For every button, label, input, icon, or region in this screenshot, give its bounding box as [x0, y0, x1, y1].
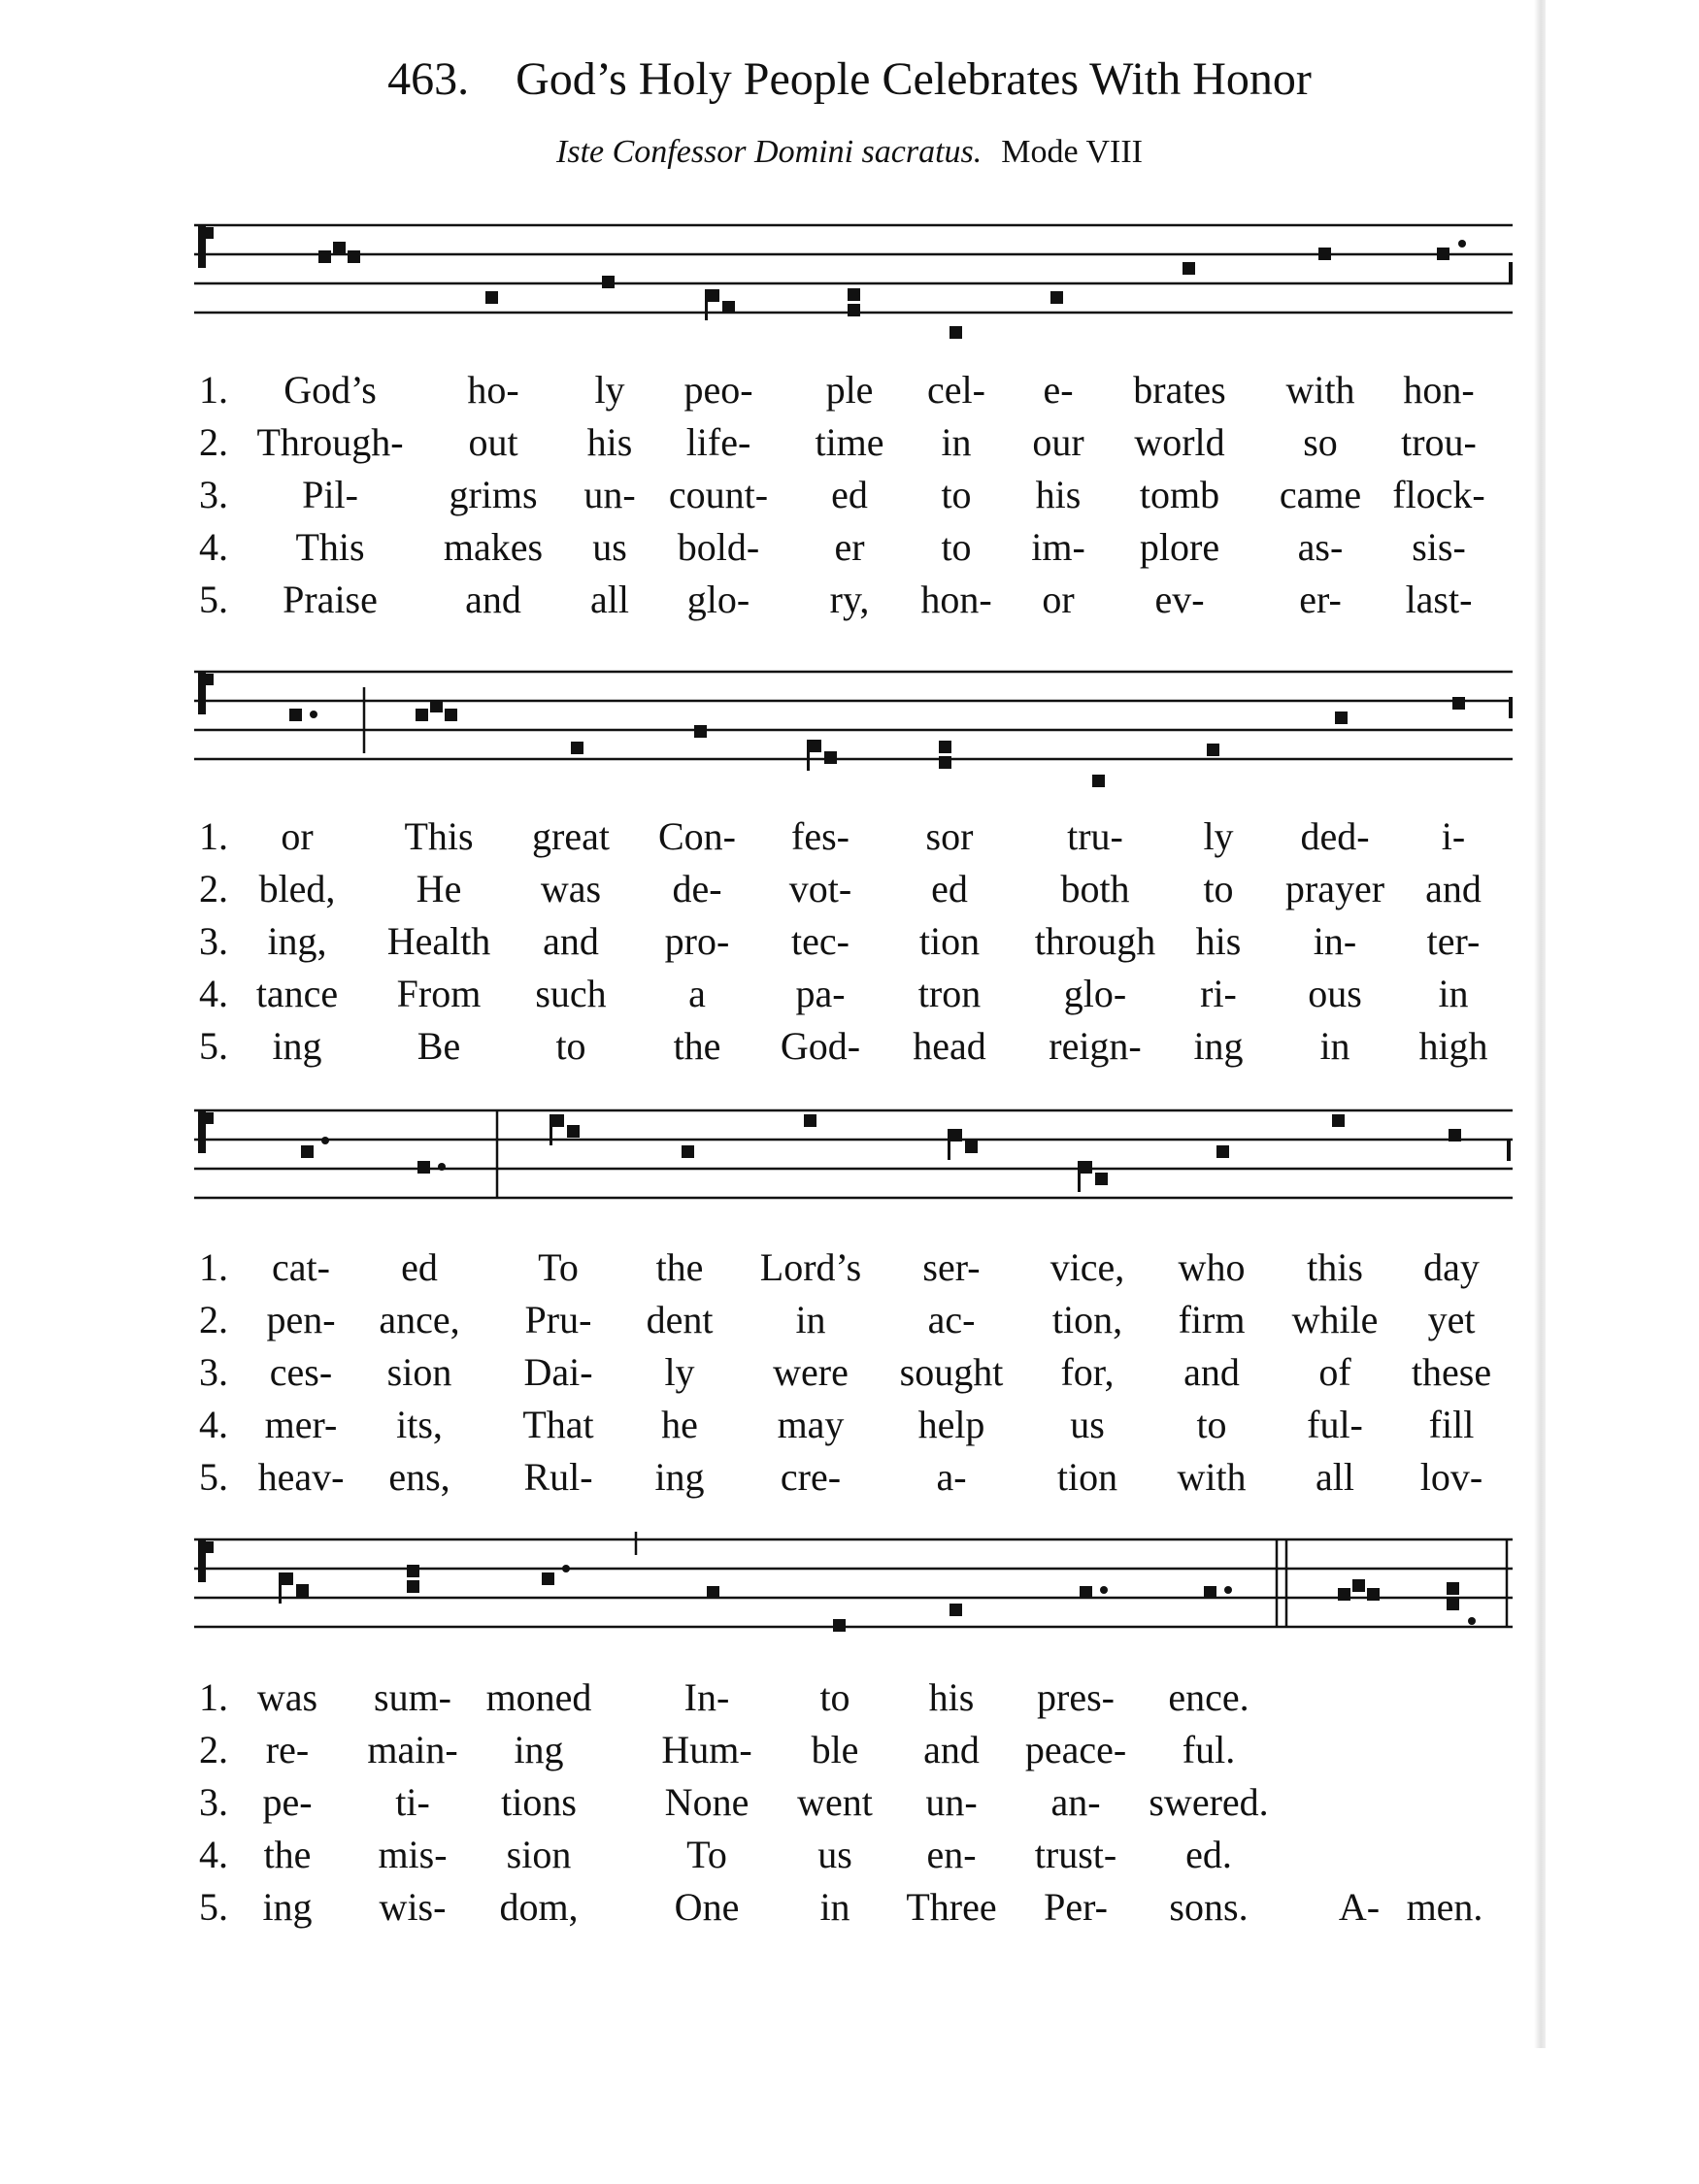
lyric-syllable: Pil- — [302, 473, 358, 516]
latin-source: Iste Confessor Domini sacratus. — [556, 134, 983, 170]
lyric-syllable: time — [815, 420, 884, 464]
chant-staff-2 — [194, 658, 1515, 794]
lyric-syllable: re- — [265, 1728, 310, 1771]
lyric-syllable: head — [913, 1024, 986, 1068]
lyric-syllable: flock- — [1392, 473, 1485, 516]
verse-number: 5. — [199, 1024, 228, 1068]
lyric-syllable: hon- — [920, 578, 992, 621]
verse-line — [0, 1674, 1699, 1727]
lyric-syllable: ple — [825, 368, 874, 412]
verse-number: 5. — [199, 1885, 228, 1929]
lyric-syllable: for, — [1060, 1350, 1115, 1394]
lyric-syllable: brates — [1133, 368, 1226, 412]
lyric-syllable: mer- — [264, 1403, 338, 1446]
lyric-syllable: In- — [683, 1675, 730, 1719]
verse-line — [0, 472, 1699, 524]
verse-number: 3. — [199, 1350, 228, 1394]
lyric-syllable: these — [1411, 1350, 1492, 1394]
lyric-syllable: A- — [1338, 1885, 1381, 1929]
lyric-syllable: en- — [926, 1833, 977, 1876]
verse-number: 3. — [199, 1780, 228, 1824]
lyric-syllable: ev- — [1154, 578, 1205, 621]
lyric-syllable: ble — [811, 1728, 859, 1771]
lyric-syllable: count- — [668, 473, 769, 516]
lyric-syllable: peo- — [683, 368, 753, 412]
hymn-heading — [0, 52, 1699, 106]
lyric-syllable: the — [655, 1245, 704, 1289]
lyric-syllable: may — [777, 1403, 845, 1446]
lyric-syllable: mis- — [378, 1833, 448, 1876]
lyric-syllable: cre- — [780, 1455, 842, 1499]
lyric-syllable: us — [1070, 1403, 1105, 1446]
lyric-syllable: and — [1425, 867, 1482, 910]
lyric-syllable: firm — [1178, 1298, 1246, 1341]
mode-label: Mode VIII — [1001, 134, 1143, 170]
lyric-syllable: dom, — [499, 1885, 579, 1929]
lyric-syllable: his — [1035, 473, 1082, 516]
lyric-syllable: and — [923, 1728, 980, 1771]
lyric-syllable: was — [540, 867, 602, 910]
lyric-syllable: its, — [396, 1403, 443, 1446]
hymn-number: 463. — [387, 53, 470, 105]
lyric-syllable: sor — [925, 814, 974, 858]
lyric-syllable: None — [664, 1780, 750, 1824]
lyric-syllable: were — [773, 1350, 849, 1394]
lyric-syllable: hon- — [1403, 368, 1475, 412]
lyric-syllable: a- — [936, 1455, 967, 1499]
lyric-syllable: heav- — [257, 1455, 345, 1499]
lyric-syllable: a — [688, 972, 706, 1015]
lyric-syllable: This — [295, 525, 365, 569]
lyric-syllable: to — [555, 1024, 586, 1068]
lyric-syllable: fes- — [791, 814, 850, 858]
verse-line — [0, 1402, 1699, 1454]
lyric-syllable: of — [1318, 1350, 1351, 1394]
lyric-syllable: er- — [1299, 578, 1342, 621]
verse-number: 2. — [199, 420, 228, 464]
lyric-syllable: such — [535, 972, 607, 1015]
lyric-syllable: ing — [1193, 1024, 1244, 1068]
lyric-syllable: to — [941, 473, 972, 516]
lyric-syllable: Lord’s — [759, 1245, 862, 1289]
lyric-syllable: de- — [672, 867, 722, 910]
lyric-syllable: out — [468, 420, 518, 464]
lyric-syllable: ed. — [1185, 1833, 1232, 1876]
lyric-syllable: ing — [514, 1728, 564, 1771]
lyric-syllable: ry, — [829, 578, 870, 621]
lyric-syllable: tion — [918, 919, 981, 963]
lyric-syllable: ly — [1203, 814, 1234, 858]
lyric-syllable: ing — [654, 1455, 705, 1499]
lyric-syllable: e- — [1043, 368, 1074, 412]
lyric-syllable: sis- — [1412, 525, 1466, 569]
lyric-syllable: pe- — [262, 1780, 313, 1824]
lyric-syllable: in — [1438, 972, 1469, 1015]
verse-number: 4. — [199, 972, 228, 1015]
verse-number: 2. — [199, 1298, 228, 1341]
lyric-syllable: our — [1032, 420, 1084, 464]
lyric-syllable: life- — [685, 420, 751, 464]
lyric-syllable: im- — [1031, 525, 1085, 569]
lyric-syllable: prayer — [1284, 867, 1385, 910]
verse-number: 1. — [199, 1675, 228, 1719]
lyric-syllable: Dai- — [523, 1350, 593, 1394]
lyric-syllable: both — [1060, 867, 1130, 910]
lyric-syllable: help — [917, 1403, 985, 1446]
lyric-syllable: i- — [1441, 814, 1466, 858]
lyric-syllable: came — [1279, 473, 1362, 516]
lyric-syllable: Pru- — [524, 1298, 592, 1341]
lyric-syllable: tion, — [1051, 1298, 1123, 1341]
hymn-subtitle — [0, 134, 1699, 171]
lyric-syllable: ed — [401, 1245, 438, 1289]
lyric-syllable: He — [416, 867, 462, 910]
lyric-syllable: ous — [1308, 972, 1362, 1015]
lyric-syllable: ens, — [388, 1455, 450, 1499]
lyric-syllable: he — [661, 1403, 698, 1446]
staff-system-2 — [194, 658, 1515, 794]
lyric-syllable: pro- — [664, 919, 730, 963]
lyric-syllable: yet — [1427, 1298, 1476, 1341]
lyric-syllable: makes — [443, 525, 544, 569]
lyric-syllable: the — [263, 1833, 312, 1876]
lyric-syllable: un- — [925, 1780, 978, 1824]
verse-line — [0, 1297, 1699, 1349]
verse-line — [0, 1454, 1699, 1506]
lyric-syllable: tions — [501, 1780, 577, 1824]
lyric-syllable: tron — [917, 972, 982, 1015]
lyric-syllable: Rul- — [523, 1455, 593, 1499]
lyric-syllable: pen- — [266, 1298, 336, 1341]
verse-number: 1. — [199, 368, 228, 412]
lyric-syllable: an- — [1050, 1780, 1101, 1824]
lyric-syllable: ces- — [269, 1350, 333, 1394]
lyric-syllable: bold- — [677, 525, 760, 569]
staff-system-1 — [194, 212, 1515, 347]
lyric-syllable: tru- — [1067, 814, 1123, 858]
lyric-syllable: sion — [506, 1833, 572, 1876]
lyric-syllable: pa- — [795, 972, 846, 1015]
lyric-syllable: great — [532, 814, 610, 858]
verse-number: 1. — [199, 814, 228, 858]
lyric-syllable: sought — [899, 1350, 1004, 1394]
lyric-syllable: wis- — [379, 1885, 447, 1929]
lyric-syllable: grims — [449, 473, 538, 516]
lyric-syllable: vice, — [1049, 1245, 1125, 1289]
verse-line — [0, 1244, 1699, 1297]
lyric-syllable: Health — [386, 919, 491, 963]
lyric-syllable: us — [817, 1833, 852, 1876]
verse-line — [0, 1884, 1699, 1936]
lyric-syllable: ti- — [395, 1780, 430, 1824]
lyric-syllable: main- — [367, 1728, 458, 1771]
lyric-syllable: to — [819, 1675, 850, 1719]
chant-staff-3 — [194, 1097, 1515, 1233]
hymn-title: God’s Holy People Celebrates With Honor — [516, 53, 1312, 105]
lyric-syllable: sum- — [374, 1675, 451, 1719]
lyric-syllable: Be — [416, 1024, 461, 1068]
lyric-syllable: in- — [1313, 919, 1357, 963]
lyric-syllable: all — [1316, 1455, 1354, 1499]
lyric-syllable: his — [1195, 919, 1242, 963]
lyric-syllable: un- — [583, 473, 636, 516]
lyric-syllable: while — [1291, 1298, 1379, 1341]
lyric-syllable: ful- — [1307, 1403, 1363, 1446]
lyric-syllable: er — [834, 525, 865, 569]
lyric-syllable: Con- — [658, 814, 736, 858]
lyric-syllable: God’s — [283, 368, 377, 412]
lyric-syllable: ed — [831, 473, 868, 516]
lyric-syllable: tomb — [1139, 473, 1220, 516]
verse-line — [0, 577, 1699, 629]
lyric-syllable: trust- — [1034, 1833, 1117, 1876]
lyric-syllable: ac- — [927, 1298, 976, 1341]
lyric-syllable: was — [256, 1675, 318, 1719]
lyric-syllable: with — [1177, 1455, 1247, 1499]
lyric-syllable: to — [941, 525, 972, 569]
lyric-syllable: pres- — [1037, 1675, 1115, 1719]
lyric-syllable: To — [538, 1245, 579, 1289]
lyric-syllable: dent — [646, 1298, 714, 1341]
lyric-syllable: ter- — [1426, 919, 1481, 963]
lyric-syllable: to — [1196, 1403, 1227, 1446]
lyric-syllable: reign- — [1049, 1024, 1142, 1068]
lyric-syllable: in — [1319, 1024, 1350, 1068]
lyric-syllable: This — [404, 814, 474, 858]
lyric-syllable: ful. — [1182, 1728, 1236, 1771]
lyric-syllable: in — [941, 420, 972, 464]
verse-line — [0, 1832, 1699, 1884]
staff-system-3 — [194, 1097, 1515, 1233]
lyric-syllable: That — [522, 1403, 594, 1446]
lyric-syllable: Per- — [1044, 1885, 1108, 1929]
lyric-syllable: bled, — [258, 867, 336, 910]
lyric-syllable: Through- — [256, 420, 404, 464]
lyric-syllable: ance, — [379, 1298, 460, 1341]
lyric-syllable: plore — [1139, 525, 1220, 569]
lyric-syllable: to — [1203, 867, 1234, 910]
lyric-syllable: us — [592, 525, 627, 569]
chant-staff-4 — [194, 1526, 1515, 1662]
lyric-syllable: his — [586, 420, 633, 464]
lyric-syllable: To — [686, 1833, 727, 1876]
lyric-syllable: men. — [1406, 1885, 1483, 1929]
verse-line — [0, 419, 1699, 472]
lyric-syllable: high — [1418, 1024, 1488, 1068]
chant-staff-1 — [194, 212, 1515, 347]
lyric-syllable: swered. — [1149, 1780, 1269, 1824]
lyric-syllable: cel- — [927, 368, 985, 412]
lyric-syllable: in — [819, 1885, 850, 1929]
verse-line — [0, 1349, 1699, 1402]
lyric-syllable: From — [396, 972, 482, 1015]
lyric-syllable: lov- — [1419, 1455, 1483, 1499]
verse-number: 5. — [199, 1455, 228, 1499]
lyric-syllable: last- — [1405, 578, 1473, 621]
verse-number: 2. — [199, 867, 228, 910]
lyric-syllable: ed — [931, 867, 968, 910]
lyric-syllable: cat- — [272, 1245, 330, 1289]
lyric-syllable: went — [797, 1780, 873, 1824]
lyric-syllable: God- — [780, 1024, 861, 1068]
verse-line — [0, 813, 1699, 866]
lyric-syllable: ing — [262, 1885, 313, 1929]
lyric-syllable: or — [281, 814, 314, 858]
verse-number: 4. — [199, 525, 228, 569]
verse-number: 3. — [199, 919, 228, 963]
lyric-syllable: ri- — [1200, 972, 1237, 1015]
verse-line — [0, 1023, 1699, 1075]
lyric-syllable: trou- — [1401, 420, 1477, 464]
lyric-syllable: Praise — [283, 578, 378, 621]
lyric-syllable: peace- — [1024, 1728, 1127, 1771]
lyric-syllable: the — [673, 1024, 721, 1068]
lyric-syllable: or — [1042, 578, 1075, 621]
verse-number: 4. — [199, 1833, 228, 1876]
verse-number: 5. — [199, 578, 228, 621]
lyric-syllable: glo- — [1063, 972, 1127, 1015]
lyric-syllable: ly — [594, 368, 625, 412]
lyric-syllable: tec- — [791, 919, 850, 963]
verse-number: 4. — [199, 1403, 228, 1446]
lyric-syllable: and — [465, 578, 521, 621]
lyric-syllable: ho- — [467, 368, 519, 412]
verse-line — [0, 971, 1699, 1023]
lyric-syllable: tance — [255, 972, 339, 1015]
verse-number: 3. — [199, 473, 228, 516]
verse-line — [0, 918, 1699, 971]
lyric-syllable: moned — [485, 1675, 592, 1719]
lyric-syllable: sion — [386, 1350, 452, 1394]
lyric-syllable: day — [1423, 1245, 1480, 1289]
staff-system-4 — [194, 1526, 1515, 1662]
lyric-syllable: world — [1134, 420, 1225, 464]
verse-line — [0, 367, 1699, 419]
lyric-syllable: glo- — [686, 578, 750, 621]
verse-line — [0, 524, 1699, 577]
lyric-syllable: ded- — [1300, 814, 1370, 858]
lyric-syllable: Three — [906, 1885, 997, 1929]
lyric-syllable: ing, — [267, 919, 327, 963]
verse-number: 1. — [199, 1245, 228, 1289]
verse-line — [0, 866, 1699, 918]
lyric-syllable: with — [1285, 368, 1355, 412]
lyric-syllable: vot- — [788, 867, 852, 910]
lyric-syllable: so — [1303, 420, 1338, 464]
lyric-syllable: who — [1178, 1245, 1246, 1289]
lyric-syllable: through — [1034, 919, 1156, 963]
lyric-syllable: ence. — [1168, 1675, 1249, 1719]
verse-number: 2. — [199, 1728, 228, 1771]
lyric-syllable: fill — [1428, 1403, 1475, 1446]
lyric-syllable: Hum- — [661, 1728, 752, 1771]
lyric-syllable: One — [674, 1885, 740, 1929]
verse-line — [0, 1727, 1699, 1779]
lyric-syllable: and — [1183, 1350, 1240, 1394]
lyric-syllable: ly — [664, 1350, 695, 1394]
lyric-syllable: his — [928, 1675, 975, 1719]
lyric-syllable: all — [590, 578, 629, 621]
lyric-syllable: sons. — [1169, 1885, 1249, 1929]
lyric-syllable: ser- — [922, 1245, 981, 1289]
lyric-syllable: tion — [1056, 1455, 1118, 1499]
verse-line — [0, 1779, 1699, 1832]
lyric-syllable: in — [795, 1298, 826, 1341]
lyric-syllable: ing — [272, 1024, 322, 1068]
lyric-syllable: and — [543, 919, 599, 963]
lyric-syllable: as- — [1297, 525, 1344, 569]
lyric-syllable: this — [1307, 1245, 1363, 1289]
